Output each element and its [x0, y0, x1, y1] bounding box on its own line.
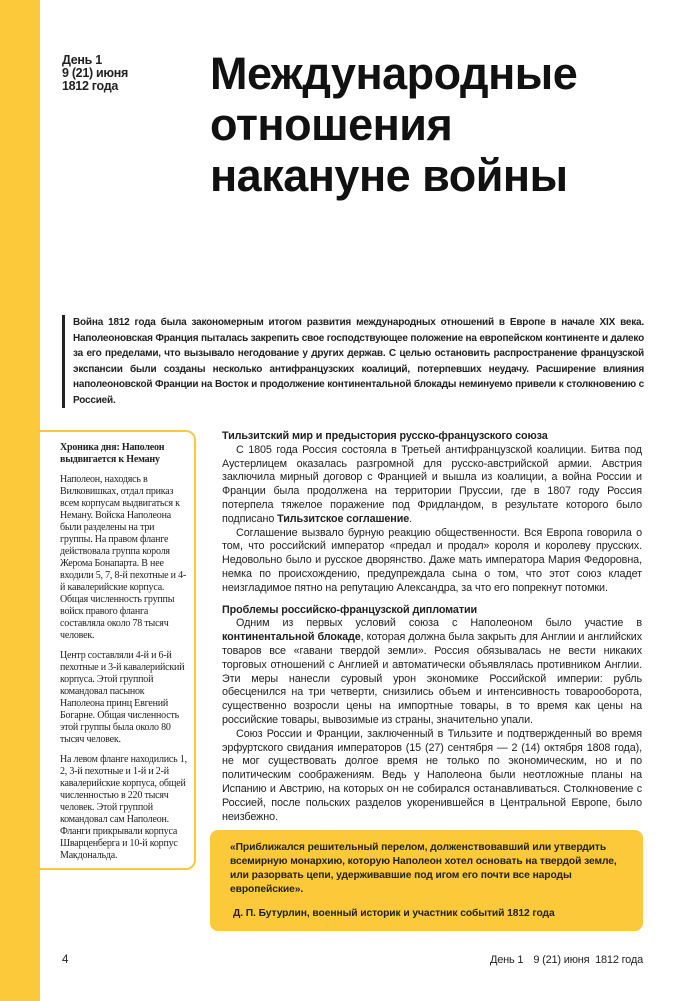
- yellow-side-band: [0, 0, 40, 1001]
- title-line: отношения: [210, 99, 453, 150]
- body-paragraph: Союз России и Франции, заключенный в Тильзите и подтвержденный во время эрфуртского свидания императоров (15 (27) сентября — 2 (14) октября 1808 года), не мог существовать долгое время не только по экономическим, но и по политическим соображениям. Ведь у Наполеона были неотложные планы на Испанию и Австрию, на которых он не собирался останавливаться. Столкновение с Россией, после польских разделов укоренившейся в Центральной Европе, было неизбежно.: [222, 727, 642, 823]
- body-paragraph: С 1805 года Россия состояла в Третьей антифранцузской коалиции. Битва под Аустерлицем оказалась разгромной для русско-австрийской армии. Австрия заключила мирный договор с Францией и вышла из коалиции, а война России и Франции была продолжена на территории Пруссии, где в 1807 году Россия потерпела тяжелое поражение под Фридландом, в результате которого было подписано Тильзитское соглашение.: [222, 443, 642, 525]
- chronicle-sidebar: [40, 430, 196, 870]
- quote-author: Д. П. Бутурлин, военный историк и участник событий 1812 года: [233, 908, 555, 919]
- body-paragraph: Соглашение вызвало бурную реакцию общественности. Вся Европа говорила о том, что российский император «предал и продал» короля и королеву прусских. Недовольно было и русское дворянство. Даже мать императора Мария Федоровна, немка по происхождению, предупреждала сына о том, что этот союз кладет неизгладимое пятно на репутацию Александра, за что его попрекнут потомки.: [222, 526, 642, 594]
- title-line: Международные: [210, 48, 578, 99]
- sidebar-paragraph: На левом фланге находились 1, 2, 3-й пехотные и 1-й и 2-й кавалерийские корпуса, общей численностью в 220 тысяч человек. Этой группой командовал сам Наполеон. Фланги прикрывали корпуса Шварценберга и 10-й корпус Макдональда.: [60, 754, 187, 861]
- sidebar-title: Хроника дня: Наполеон выдвигается к Неману: [60, 442, 165, 465]
- day-number: День 1: [62, 53, 102, 67]
- text: Одним из первых условий союза с Наполеоном было участие в: [236, 617, 642, 630]
- day-year: 1812 года: [62, 79, 118, 93]
- running-footer: [480, 954, 643, 966]
- footer-date: 9 (21) июня 1812 года: [533, 954, 643, 966]
- section-heading: Проблемы российско-французской дипломатии: [222, 603, 478, 616]
- bold-term: Тильзитское соглашение: [277, 512, 410, 525]
- main-article: [222, 430, 642, 824]
- page-title: [210, 48, 650, 201]
- sidebar-paragraph: Центр составляли 4-й и 6-й пехотные и 3-й кавалерийский корпуса. Этой группой командовал пасынок Наполеона принц Евгений Богарне. Общая численность этой группы была около 80 тысяч человек.: [60, 650, 185, 745]
- text: , которая должна была закрыть для Англии и английских товаров все «гавани твердой земли». Россия обязывалась не вести никаких торговых отношений с Англией и автоматически объявлялась противником Англии. Эти меры нанесли суровый урон экономике Российской империи: рубль обесценился на три четверти, снизились объем и интенсивность товарооборота, существенно возросли цены на импортные товары, в то время как цены на российские товары, вывозимые из страны, значительно упали.: [222, 631, 642, 726]
- body-paragraph: [222, 617, 642, 727]
- intro-paragraph: Война 1812 года была закономерным итогом развития международных отношений в Европе в начале XIX века. Наполеоновская Франция пыталась закрепить свое господствующее положение на европейском континенте и далеко за его пределами, что вызывало негодование у других держав. С целью остановить распространение французской экспансии были созданы несколько антифранцузских коалиций, потерпевших неудачу. Расширение влияния наполеоновской Франции на Восток и продолжение континентальной блокады неминуемо привели к столкновению с Россией.: [62, 315, 644, 408]
- day-label: [62, 54, 128, 93]
- bold-term: континентальной блокаде: [222, 631, 361, 644]
- text: С 1805 года Россия состояла в Третьей антифранцузской коалиции. Битва под Аустерлицем оказалась разгромной для русско-австрийской армии. Австрия заключила мирный договор с Францией и вышла из коалиции, а война России и Франции была продолжена на территории Пруссии, где в 1807 году Россия потерпела тяжелое поражение под Фридландом, в результате которого было подписано: [222, 443, 642, 525]
- sidebar-paragraph: Наполеон, находясь в Вилковишках, отдал приказ всем корпусам выдвигаться к Неману. Войска Наполеона были разделены на три группы. На правом фланге действовала группа короля Жерома Бонапарта. В нее входили 5, 7, 8-й пехотные и 4-й кавалерийские корпуса. Общая численность группы войск правого фланга составляла около 78 тысяч человек.: [60, 474, 187, 641]
- day-date: 9 (21) июня: [62, 66, 129, 80]
- title-line: накануне войны: [210, 150, 568, 201]
- section-heading: Тильзитский мир и предыстория русско-французского союза: [222, 430, 548, 442]
- quote-text: «Приближался решительный перелом, долженствовавший или утвердить всемирную монархию, которую Наполеон хотел основать на твердой земле, или разорвать цепи, удерживавшие под игом его почти все народы европейские».: [230, 842, 617, 895]
- page-number: 4: [62, 954, 69, 966]
- quote-box: [210, 830, 643, 931]
- footer-day: День 1: [490, 954, 524, 966]
